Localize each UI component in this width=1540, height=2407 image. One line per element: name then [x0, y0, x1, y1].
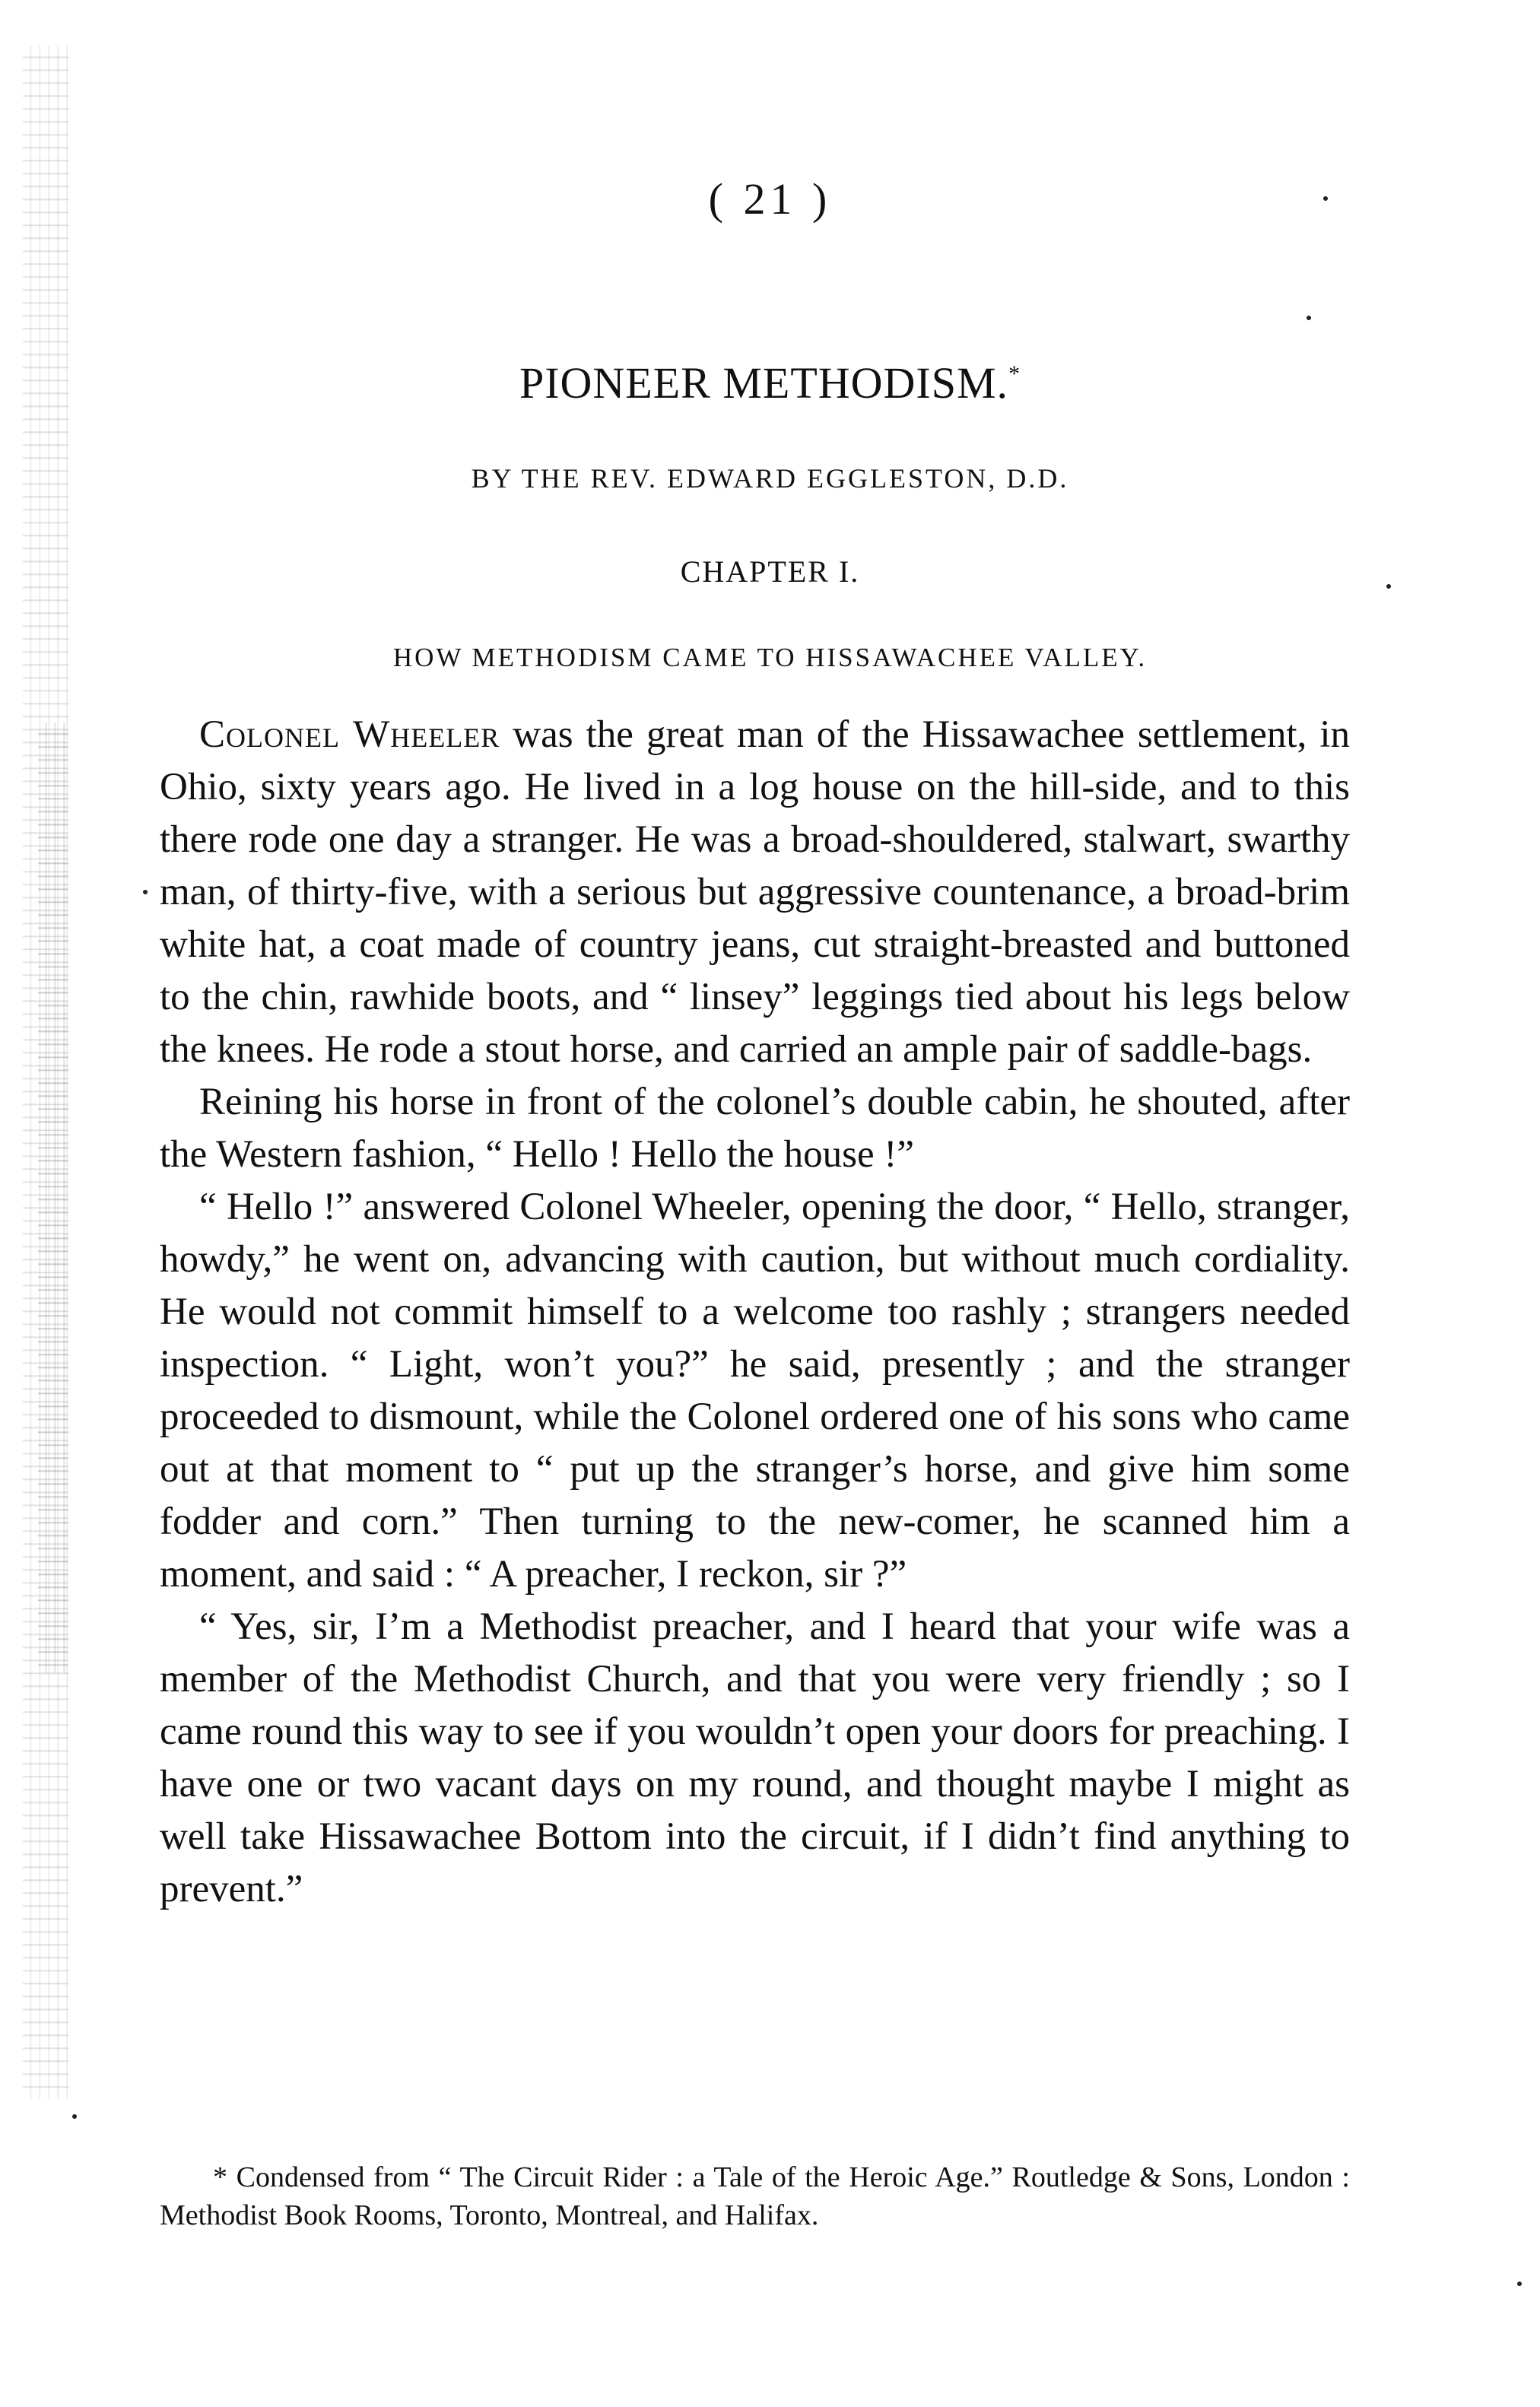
scan-speck: [1517, 2282, 1522, 2286]
paragraph: [160, 709, 1350, 1076]
scan-speck: [1307, 316, 1311, 320]
scan-speck: [72, 2114, 77, 2119]
paragraph: “ Yes, sir, I’m a Methodist preacher, and I heard that your wife was a member of the Methodist Church, and that you were very friendly ; so I came round this way to see if you wouldn’t open your doors for preaching. I have one or two vacant days on my round, and thought maybe I might as well take Hissawachee Bottom into the circuit, if I didn’t find anything to prevent.”: [160, 1605, 1350, 1910]
paragraph: Reining his horse in front of the colonel’s double cabin, he shouted, after the Western fashion, “ Hello ! Hello the house !”: [160, 1081, 1350, 1176]
body-text: [160, 709, 1350, 1916]
footnote-text: * Condensed from “ The Circuit Rider : a Tale of the Heroic Age.” Routledge & Sons, London : Methodist Book Rooms, Toronto, Montreal, and Halifax.: [160, 2161, 1350, 2231]
paragraph: “ Hello !” answered Colonel Wheeler, opening the door, “ Hello, stranger, howdy,” he went on, advancing with caution, but without much cordiality. He would not commit himself to a welcome too rashly ; strangers needed inspection. “ Light, won’t you?” he said, presently ; and the stranger proceeded to dismount, while the Colonel ordered one of his sons who came out at that moment to “ put up the stranger’s horse, and give him some fodder and corn.” Then turning to the new-comer, he scanned him a moment, and said : “ A preacher, I reckon, sir ?”: [160, 1186, 1350, 1596]
footnote-marker: *: [1008, 361, 1021, 386]
chapter-subtitle: HOW METHODISM CAME TO HISSAWACHEE VALLEY.: [392, 643, 1148, 672]
scan-margin-noise-dense: [38, 722, 68, 1673]
paragraph-text: was the great man of the Hissawachee settlement, in Ohio, sixty years ago. He lived in a log house on the hill-side, and to this there rode one day a stranger. He was a broad-shouldered, stalwart, swarthy man, of thirty-five, with a serious but aggressive countenance, a broad-brim white hat, a coat made of country jeans, cut straight-breasted and buttoned to the chin, rawhide boots, and “ linsey” leggings tied about his legs below the knees. He rode a stout horse, and carried an ample pair of saddle-bags.: [160, 713, 1350, 1071]
chapter-heading: CHAPTER I.: [680, 554, 860, 589]
scan-speck: [143, 890, 148, 894]
footnote: [160, 2158, 1350, 2234]
article-title-text: PIONEER METHODISM.: [519, 358, 1009, 408]
page-number: ( 21 ): [708, 174, 832, 224]
paragraph-lead-smallcaps: Colonel Wheeler: [199, 713, 500, 756]
author-byline: BY THE REV. EDWARD EGGLESTON, D.D.: [471, 463, 1069, 494]
article-title: [0, 357, 1540, 408]
